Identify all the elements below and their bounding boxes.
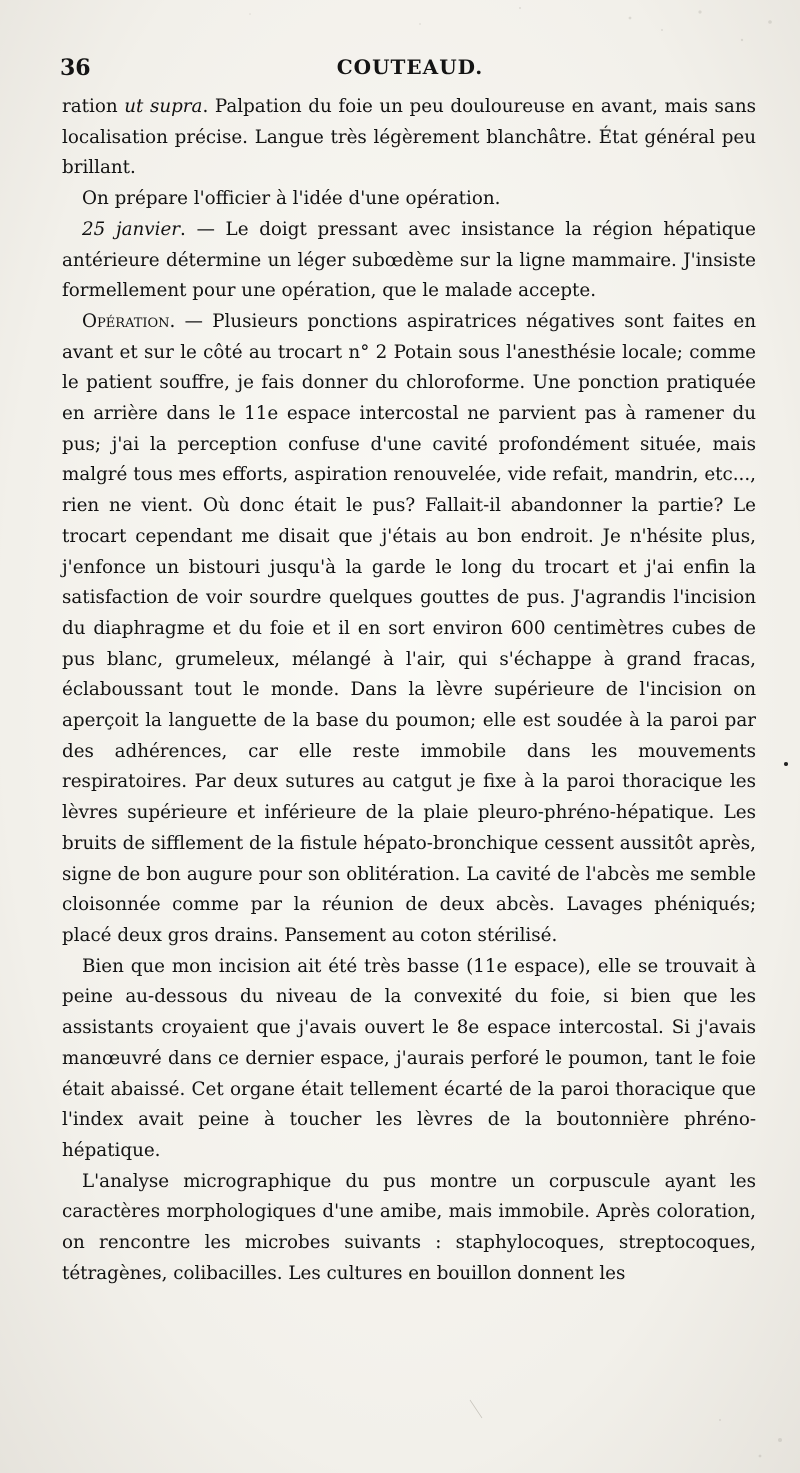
text-segment: Bien que mon incision ait été très basse (11e espace), elle se trouvait à peine au-dessous du niveau de la convexité du foie, si bien que les assistants croyaient que j'avais ouvert le 8e espace intercostal. Si j'avais manœuvré dans ce dernier espace, j'aurais perforé le poumon, tant le foie était abaissé. Cet organe était tellement écarté de la paroi thoracique que l'index avait peine à toucher les lèvres de la boutonnière phréno-hépatique.	[62, 955, 756, 1161]
text-segment: Opération	[82, 310, 170, 332]
paragraph-p3	[62, 215, 756, 307]
text-segment: L'analyse micrographique du pus montre un corpuscule ayant les caractères morphologiques d'une amibe, mais immobile. Après coloration, on rencontre les microbes suivants : staphylocoques, streptocoques, tétragènes, colibacilles. Les cultures en bouillon donnent les	[62, 1170, 756, 1284]
text-segment: 25 janvier	[82, 218, 181, 240]
paragraph-p5	[62, 952, 756, 1167]
paragraph-p6	[62, 1167, 756, 1290]
page-number: 36	[60, 55, 91, 81]
text-segment: On prépare l'officier à l'idée d'une opération.	[82, 188, 501, 210]
body-text	[62, 92, 756, 1289]
text-segment: . — Le doigt pressant avec insistance la région hépatique antérieure détermine un léger subœdème sur la ligne mammaire. J'insiste formellement pour une opération, que le malade accepte.	[62, 218, 756, 302]
text-segment: ut supra	[124, 96, 203, 117]
paragraph-p2	[62, 184, 756, 215]
text-segment: ration	[62, 96, 125, 117]
margin-mark	[784, 762, 788, 766]
text-segment: . Palpation du foie un peu douloureuse en avant, mais sans localisation précise. Langue très légèrement blanchâtre. État général peu brillant.	[62, 96, 756, 179]
text-segment: . — Plusieurs ponctions aspiratrices négatives sont faites en avant et sur le côté au trocart n° 2 Potain sous l'anesthésie locale; comme le patient souffre, je fais donner du chloroforme. Une ponction pratiquée en arrière dans le 11e espace intercostal ne parvient pas à ramener du pus; j'ai la perception confuse d'une cavité profondément située, mais malgré tous mes efforts, aspiration renouvelée, vide refait, mandrin, etc..., rien ne vient. Où donc était le pus? Fallait-il abandonner la partie? Le trocart cependant me disait que j'étais au bon endroit. Je n'hésite plus, j'enfonce un bistouri jusqu'à la garde le long du trocart et j'ai enfin la satisfaction de voir sourdre quelques gouttes de pus. J'agrandis l'incision du diaphragme et du foie et il en sort environ 600 centimètres cubes de pus blanc, grumeleux, mélangé à l'air, qui s'échappe à grand fracas, éclaboussant tout le monde. Dans la lèvre supérieure de l'incision on aperçoit la languette de la base du poumon; elle est soudée à la paroi par des adhérences, car elle reste immobile dans les mouvements respiratoires. Par deux sutures au catgut je fixe à la paroi thoracique les lèvres supérieure et inférieure de la plaie pleuro-phréno-hépatique. Les bruits de sifflement de la fistule hépato-bronchique cessent aussitôt après, signe de bon augure pour son oblitération. La cavité de l'abcès me semble cloisonnée comme par la réunion de deux abcès. Lavages phéniqués; placé deux gros drains. Pansement au coton stérilisé.	[62, 310, 756, 946]
page-header	[60, 55, 760, 91]
running-head: COUTEAUD.	[336, 55, 484, 79]
paragraph-p4	[62, 307, 756, 952]
paragraph-p1	[62, 92, 756, 184]
